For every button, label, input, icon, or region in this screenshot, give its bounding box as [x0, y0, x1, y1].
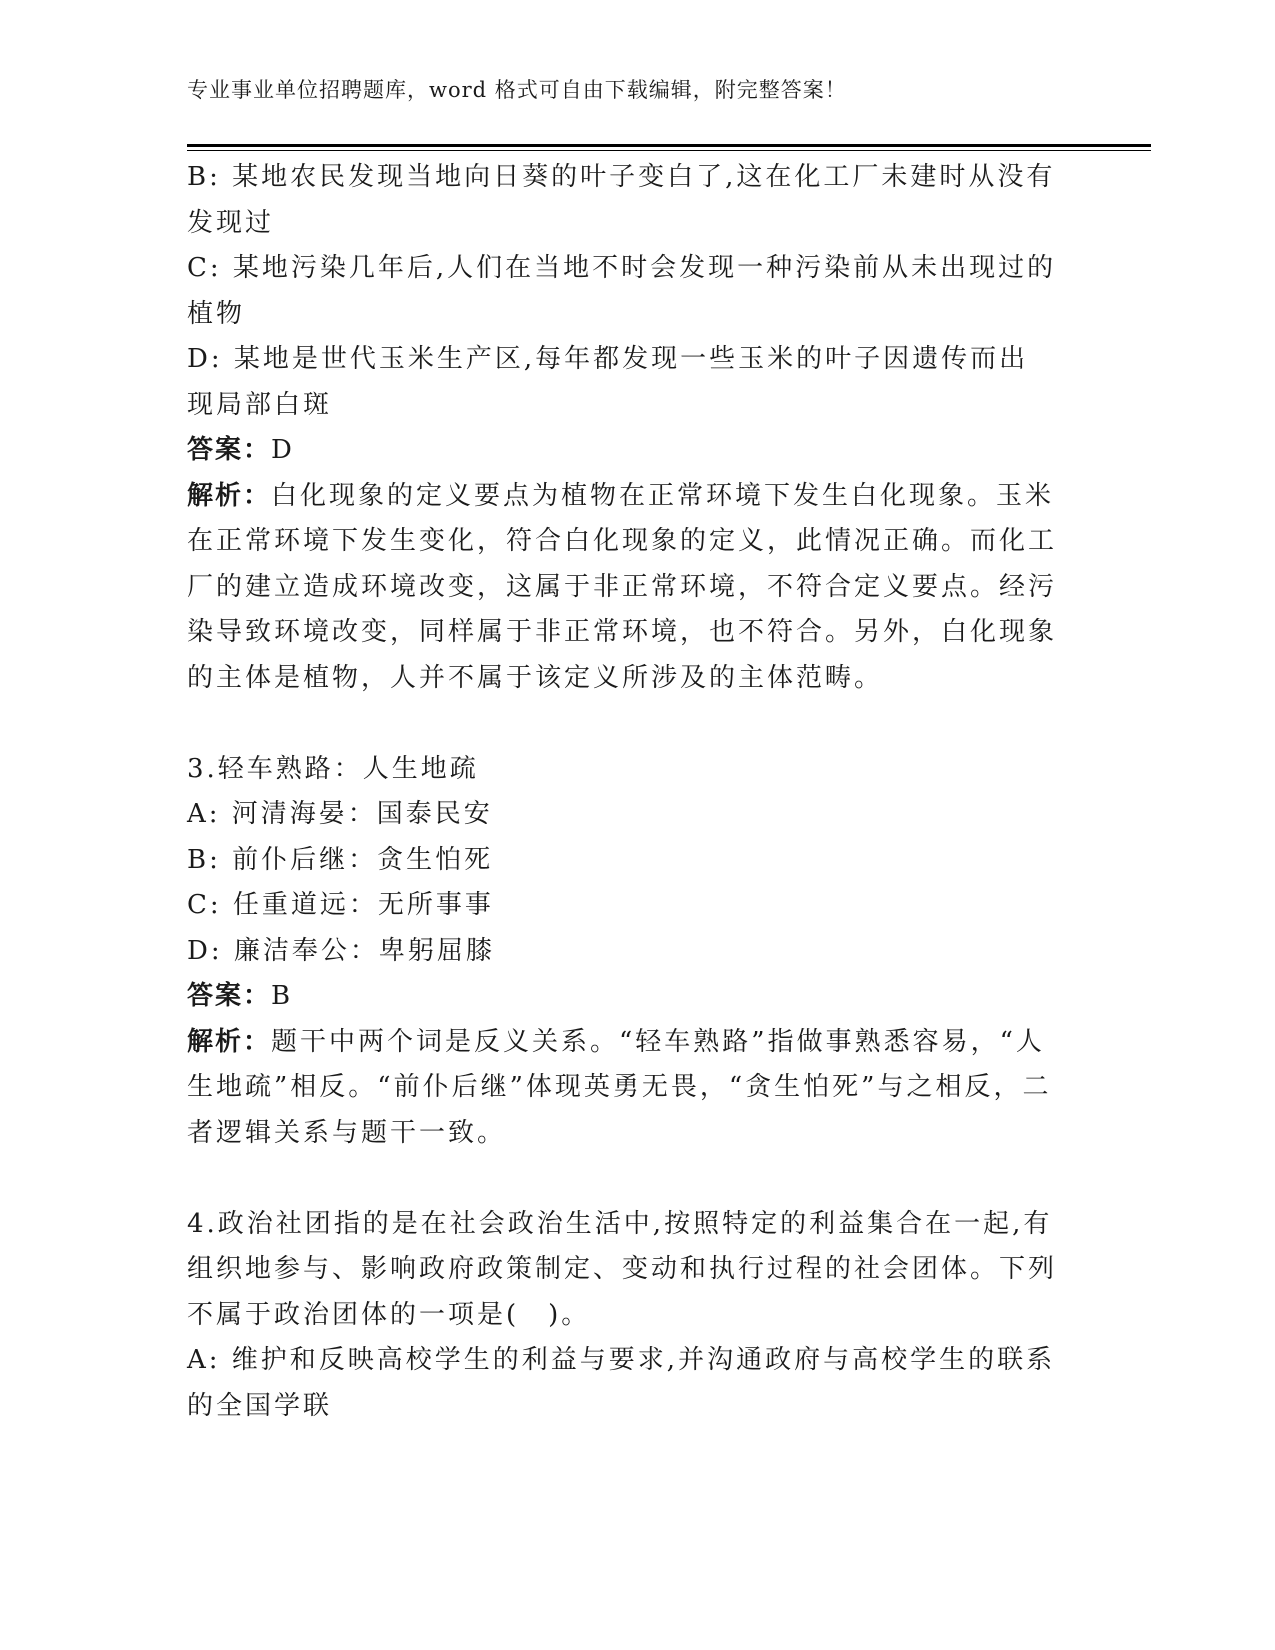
q3-answer-label: 答案：	[187, 981, 272, 1011]
q4-option-a: A: 维护和反映高校学生的利益与要求,并沟通政府与高校学生的联系的全国学联	[187, 1345, 1056, 1421]
q2-answer-value: D	[271, 435, 295, 465]
header-rule-thick	[187, 144, 1151, 147]
document-body	[187, 155, 1057, 1429]
page-header: 专业事业单位招聘题库，word 格式可自由下载编辑，附完整答案！	[187, 78, 847, 102]
spacer	[187, 701, 1057, 747]
q4-stem: 4.政治社团指的是在社会政治生活中,按照特定的利益集合在一起,有组织地参与、影响政府政策制定、变动和执行过程的社会团体。下列不属于政治团体的一项是( )。	[187, 1208, 1058, 1330]
q3-option-b: B: 前仆后继：贪生怕死	[187, 844, 494, 875]
q2-answer	[187, 428, 1057, 474]
header-rule-thin	[187, 150, 1151, 151]
q3-analysis-text: 题干中两个词是反义关系。“轻车熟路”指做事熟悉容易，“人生地疏”相反。“前仆后继”体现英勇无畏，“贪生怕死”与之相反，二者逻辑关系与题干一致。	[187, 1026, 1052, 1148]
q3-option-d: D: 廉洁奉公：卑躬屈膝	[187, 935, 495, 966]
q2-option-c: C: 某地污染几年后,人们在当地不时会发现一种污染前从未出现过的植物	[187, 253, 1057, 329]
q2-answer-label: 答案：	[187, 435, 272, 465]
q2-analysis-label: 解析：	[187, 480, 272, 511]
q2-option-b: B: 某地农民发现当地向日葵的叶子变白了,这在化工厂未建时从没有发现过	[187, 162, 1056, 238]
q3-analysis-label: 解析：	[187, 1026, 272, 1057]
q2-analysis	[187, 474, 1057, 702]
q3-option-a: A: 河清海晏：国泰民安	[187, 799, 493, 829]
q3-stem: 3.轻车熟路：人生地疏	[187, 753, 479, 784]
q3-analysis	[187, 1020, 1057, 1157]
q2-analysis-text: 白化现象的定义要点为植物在正常环境下发生白化现象。玉米在正常环境下发生变化，符合白化现象的定义，此情况正确。而化工厂的建立造成环境改变，这属于非正常环境，不符合定义要点。经污染导致环境改变，同样属于非正常环境，也不符合。另外，白化现象的主体是植物，人并不属于该定义所涉及的主体范畴。	[187, 480, 1058, 693]
spacer	[187, 1156, 1057, 1202]
q2-option-d: D: 某地是世代玉米生产区,每年都发现一些玉米的叶子因遗传而出现局部白斑	[187, 344, 1029, 420]
q3-answer	[187, 974, 1057, 1020]
q3-option-c: C: 任重道远：无所事事	[187, 890, 494, 920]
q3-answer-value: B	[271, 981, 294, 1011]
